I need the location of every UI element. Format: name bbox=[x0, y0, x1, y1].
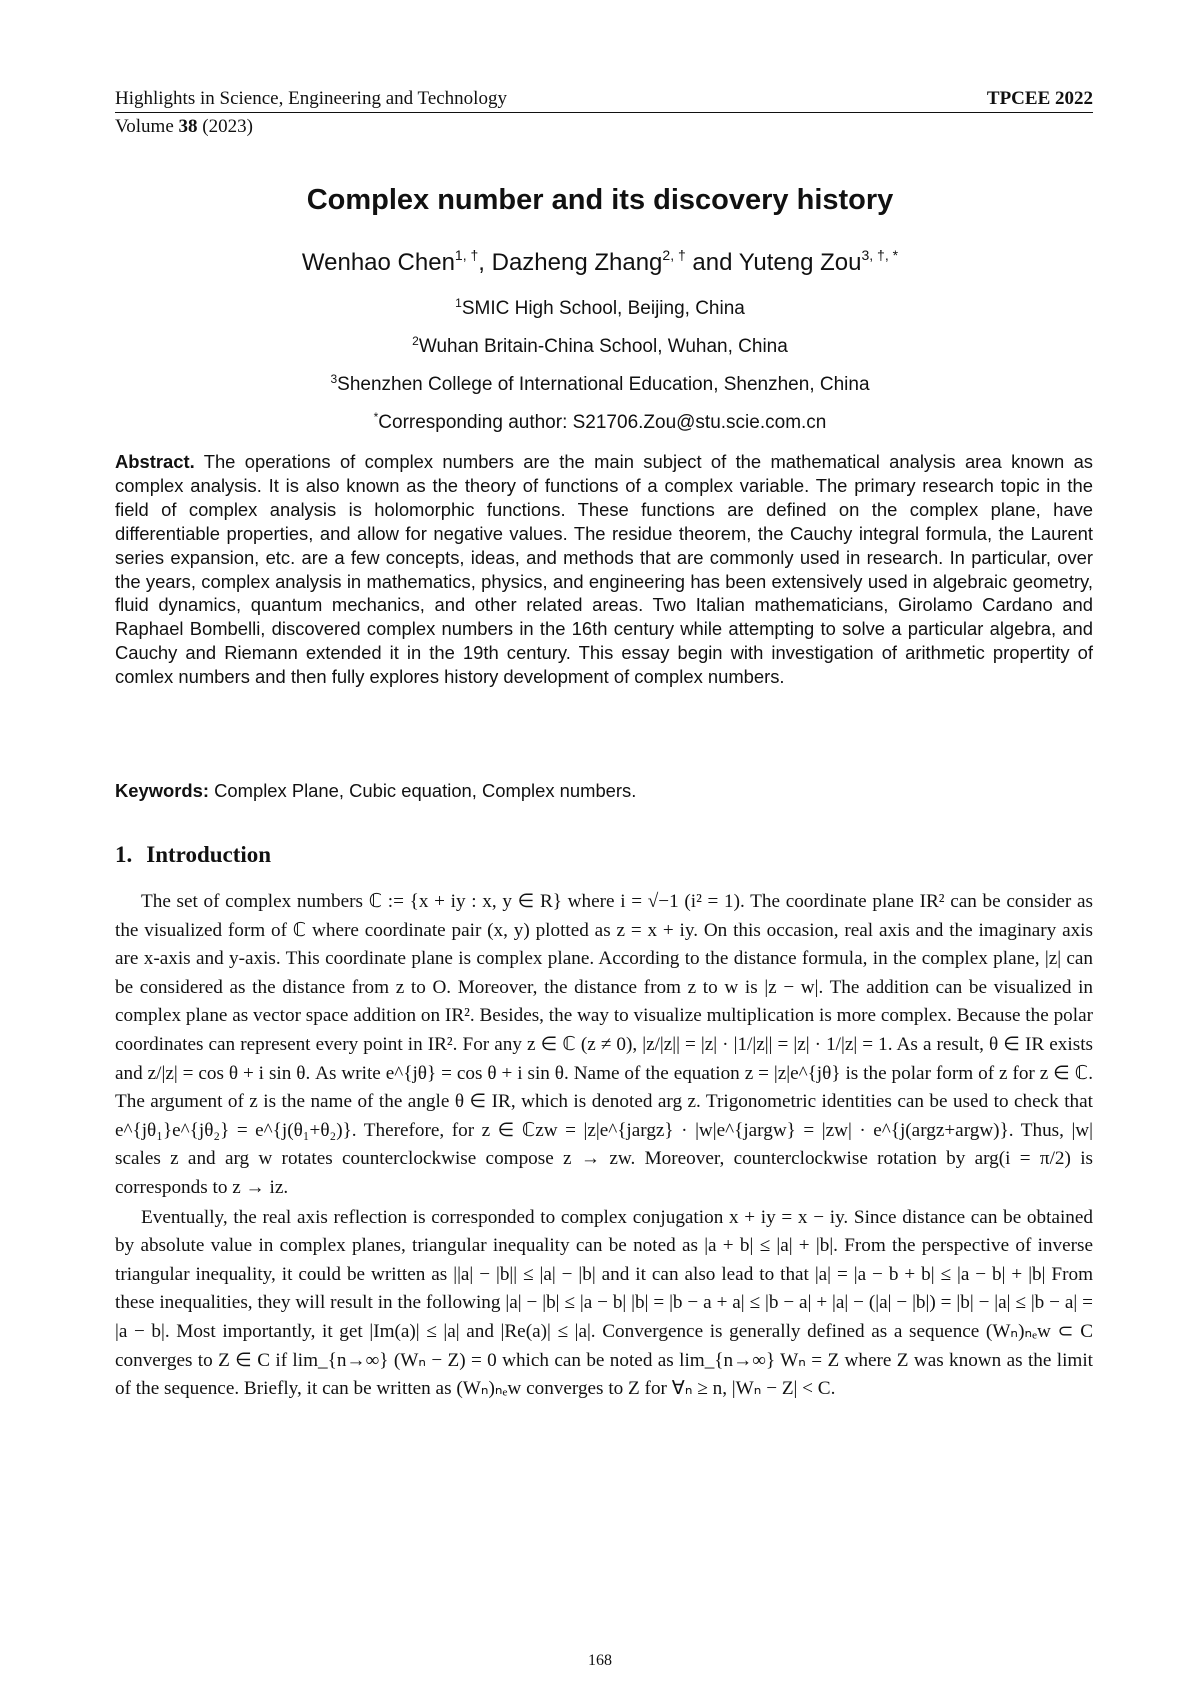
volume-line bbox=[115, 116, 1093, 138]
author-3-name: and Yuteng Zou bbox=[685, 249, 862, 276]
corresponding-author bbox=[0, 410, 1200, 434]
paragraph-1: The set of complex numbers ℂ := {x + iy : x, y ∈ R} where i = √−1 (i² = 1). The coordinate plane IR² can be consider as the visualized form of ℂ where coordinate pair (x, y) plotted as z = x + iy. On this occasion, real axis and the imaginary axis are x-axis and y-axis. This coordinate plane is complex plane. According to the distance formula, in the complex plane, |z| can be considered as the distance from z to O. Moreover, the distance from z to w is |z − w|. The addition can be visualized in complex plane as vector space addition on IR². Besides, the way to visualize multiplication is more complex. Because the polar coordinates can represent every point in IR². For any z ∈ ℂ (z ≠ 0), |z/|z|| = |z| · |1/|z|| = |z| · 1/|z| = 1. As a result, θ ∈ IR exists and z/|z| = cos θ + i sin θ. As write e^{jθ} = cos θ + i sin θ. Name of the equation z = |z|e^{jθ} is the polar form of z for z ∈ ℂ. The argument of z is the name of the angle θ ∈ IR, which is denoted arg z. Trigonometric identities can be used to check that e^{jθ₁}e^{jθ₂} = e^{j(θ₁+θ₂)}. Therefore, for z ∈ ℂzw = |z|e^{jargz} · |w|e^{jargw} = |zw| · e^{j(argz+argw)}. Thus, |w| scales z and arg w rotates counterclockwise compose z → zw. Moreover, counterclockwise rotation by arg(i = π/2) is corresponds to z → iz. bbox=[115, 891, 1093, 1198]
header-row bbox=[115, 88, 1093, 113]
affiliation-3-sup: 3 bbox=[330, 372, 338, 386]
section-heading bbox=[115, 842, 271, 868]
keywords bbox=[115, 780, 1093, 802]
section-body bbox=[115, 888, 1093, 1404]
author-2-name: , Dazheng Zhang bbox=[478, 249, 663, 276]
corresponding-author-sup: * bbox=[373, 410, 379, 424]
abstract bbox=[115, 450, 1093, 689]
section-title: Introduction bbox=[146, 842, 272, 867]
keywords-text: Complex Plane, Cubic equation, Complex numbers. bbox=[214, 780, 637, 801]
author-1-sup: 1, † bbox=[454, 247, 479, 263]
abstract-text: The operations of complex numbers are the main subject of the mathematical analysis area known as complex analysis. It is also known as the theory of functions of a complex variable. The primary research topic in the field of complex analysis is holomorphic functions. These functions are defined on the complex plane, have differentiable properties, and allow for negative values. The residue theorem, the Cauchy integral formula, the Laurent series expansion, etc. are a few concepts, ideas, and methods that are commonly used in research. In particular, over the years, complex analysis in mathematics, physics, and engineering has been extensively used in algebraic geometry, fluid dynamics, quantum mechanics, and other related areas. Two Italian mathematicians, Girolamo Cardano and Raphael Bombelli, discovered complex numbers in the 16th century while attempting to solve a particular algebra, and Cauchy and Riemann extended it in the 19th century. This essay begin with investigation of arithmetic propertity of comlex numbers and then fully explores history development of complex numbers. bbox=[115, 451, 1093, 688]
author-list bbox=[0, 247, 1200, 277]
running-header bbox=[115, 88, 1093, 138]
author-3-sup: 3, †, * bbox=[861, 247, 899, 263]
affiliation-3 bbox=[0, 372, 1200, 396]
journal-name: Highlights in Science, Engineering and Technology bbox=[115, 88, 507, 109]
affiliation-2-sup: 2 bbox=[412, 334, 419, 348]
page-number: 168 bbox=[588, 1652, 612, 1669]
affiliation-1-text: SMIC High School, Beijing, China bbox=[461, 298, 745, 319]
section-number: 1. bbox=[115, 842, 133, 867]
affiliation-2-text: Wuhan Britain-China School, Wuhan, China bbox=[418, 336, 788, 357]
paper-title: Complex number and its discovery history bbox=[306, 184, 894, 216]
author-1-name: Wenhao Chen bbox=[301, 249, 455, 276]
abstract-label: Abstract. bbox=[115, 451, 195, 472]
keywords-label: Keywords: bbox=[115, 780, 210, 801]
affiliation-3-text: Shenzhen College of International Education, Shenzhen, China bbox=[337, 374, 870, 395]
corresponding-author-text: Corresponding author: S21706.Zou@stu.scie.com.cn bbox=[378, 412, 827, 433]
affiliation-1-sup: 1 bbox=[455, 296, 462, 310]
affiliation-1 bbox=[0, 296, 1200, 320]
paragraph-2: Eventually, the real axis reflection is corresponded to complex conjugation x + iy = x − iy. Since distance can be obtained by absolute value in complex planes, triangular inequality can be noted as |a + b| ≤ |a| + |b|. From the perspective of inverse triangular inequality, it could be written as ||a| − |b|| ≤ |a| − |b| and it can also lead to that |a| = |a − b + b| ≤ |a − b| + |b| From these inequalities, they will result in the following |a| − |b| ≤ |a − b| |b| = |b − a + a| ≤ |b − a| + |a| − (|a| − |b|) = |b| − |a| ≤ |b − a| = |a − b|. Most importantly, it get |Im(a)| ≤ |a| and |Re(a)| ≤ |a|. Convergence is generally defined as a sequence (Wₙ)ₙₑw ⊂ C converges to Z ∈ C if lim_{n→∞} (Wₙ − Z) = 0 which can be noted as lim_{n→∞} Wₙ = Z where Z was known as the limit of the sequence. Briefly, it can be written as (Wₙ)ₙₑw converges to Z for ∀ₙ ≥ n, |Wₙ − Z| < C. bbox=[115, 1206, 1093, 1400]
author-2-sup: 2, † bbox=[662, 247, 686, 263]
volume-year: (2023) bbox=[202, 116, 253, 137]
conference-name: TPCEE 2022 bbox=[986, 88, 1093, 109]
affiliation-2 bbox=[0, 334, 1200, 358]
volume-label: Volume bbox=[115, 116, 174, 137]
volume-number: 38 bbox=[178, 116, 198, 137]
